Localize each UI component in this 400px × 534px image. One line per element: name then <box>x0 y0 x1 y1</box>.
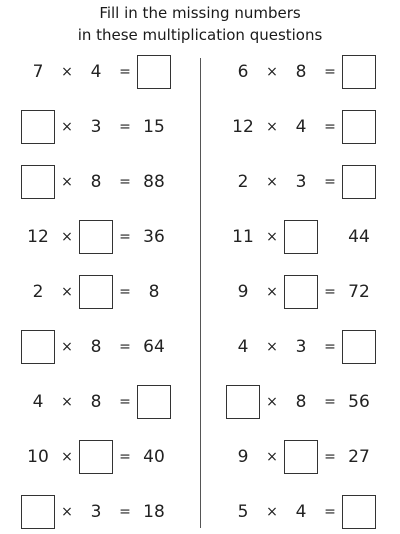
multiply-sign: × <box>266 64 278 80</box>
answer-box[interactable] <box>342 110 376 144</box>
question-row-left-3 <box>21 165 191 199</box>
answer-box[interactable] <box>284 220 318 254</box>
equals-sign: = <box>119 449 131 465</box>
factor-b: 3 <box>295 172 307 192</box>
factor-b: 4 <box>295 502 307 522</box>
multiply-sign: × <box>61 229 73 245</box>
multiply-sign: × <box>266 449 278 465</box>
equals-sign: = <box>324 119 336 135</box>
product: 88 <box>143 172 165 192</box>
multiply-sign: × <box>61 504 73 520</box>
product: 15 <box>143 117 165 137</box>
equals-sign: = <box>324 449 336 465</box>
equals-sign: = <box>119 119 131 135</box>
multiply-sign: × <box>61 284 73 300</box>
product: 72 <box>348 282 370 302</box>
factor-a: 4 <box>32 392 44 412</box>
factor-a: 2 <box>32 282 44 302</box>
factor-a: 6 <box>237 62 249 82</box>
product: 40 <box>143 447 165 467</box>
question-row-left-4 <box>21 220 191 254</box>
question-row-right-4 <box>226 220 396 254</box>
equals-sign: = <box>324 394 336 410</box>
question-row-left-9 <box>21 495 191 529</box>
question-row-right-3 <box>226 165 396 199</box>
factor-a: 10 <box>27 447 49 467</box>
answer-box[interactable] <box>284 440 318 474</box>
answer-box[interactable] <box>79 275 113 309</box>
answer-box[interactable] <box>79 220 113 254</box>
answer-box[interactable] <box>226 385 260 419</box>
question-row-left-1 <box>21 55 191 89</box>
worksheet-title-line-2: in these multiplication questions <box>77 26 323 44</box>
question-row-right-9 <box>226 495 396 529</box>
multiply-sign: × <box>266 504 278 520</box>
question-row-right-8 <box>226 440 396 474</box>
factor-a: 12 <box>232 117 254 137</box>
multiply-sign: × <box>266 174 278 190</box>
answer-box[interactable] <box>21 165 55 199</box>
multiply-sign: × <box>61 64 73 80</box>
equals-sign: = <box>119 504 131 520</box>
factor-b: 3 <box>90 502 102 522</box>
equals-sign: = <box>119 394 131 410</box>
multiply-sign: × <box>266 284 278 300</box>
column-divider <box>200 58 201 528</box>
multiply-sign: × <box>61 174 73 190</box>
factor-a: 11 <box>232 227 254 247</box>
product: 56 <box>348 392 370 412</box>
factor-a: 2 <box>237 172 249 192</box>
factor-b: 4 <box>90 62 102 82</box>
factor-b: 3 <box>90 117 102 137</box>
equals-sign: = <box>119 229 131 245</box>
equals-sign: = <box>119 284 131 300</box>
product: 44 <box>348 227 370 247</box>
question-row-left-7 <box>21 385 191 419</box>
answer-box[interactable] <box>21 110 55 144</box>
equals-sign: = <box>119 64 131 80</box>
question-row-right-7 <box>226 385 396 419</box>
answer-box[interactable] <box>21 495 55 529</box>
question-row-left-6 <box>21 330 191 364</box>
factor-b: 8 <box>90 392 102 412</box>
factor-b: 4 <box>295 117 307 137</box>
factor-b: 8 <box>295 62 307 82</box>
multiply-sign: × <box>61 449 73 465</box>
equals-sign: = <box>119 339 131 355</box>
product: 27 <box>348 447 370 467</box>
question-row-right-5 <box>226 275 396 309</box>
multiply-sign: × <box>61 119 73 135</box>
factor-a: 4 <box>237 337 249 357</box>
equals-sign: = <box>324 174 336 190</box>
product: 8 <box>148 282 160 302</box>
factor-a: 9 <box>237 447 249 467</box>
answer-box[interactable] <box>342 165 376 199</box>
equals-sign: = <box>119 174 131 190</box>
answer-box[interactable] <box>21 330 55 364</box>
product: 18 <box>143 502 165 522</box>
question-row-right-2 <box>226 110 396 144</box>
factor-b: 8 <box>90 172 102 192</box>
answer-box[interactable] <box>342 495 376 529</box>
multiply-sign: × <box>61 394 73 410</box>
product: 36 <box>143 227 165 247</box>
question-row-right-1 <box>226 55 396 89</box>
question-row-right-6 <box>226 330 396 364</box>
question-row-left-8 <box>21 440 191 474</box>
multiply-sign: × <box>266 119 278 135</box>
answer-box[interactable] <box>342 55 376 89</box>
answer-box[interactable] <box>342 330 376 364</box>
multiply-sign: × <box>61 339 73 355</box>
factor-b: 8 <box>90 337 102 357</box>
factor-a: 12 <box>27 227 49 247</box>
multiply-sign: × <box>266 394 278 410</box>
factor-a: 9 <box>237 282 249 302</box>
worksheet-title-line-1: Fill in the missing numbers <box>99 4 301 22</box>
factor-a: 7 <box>32 62 44 82</box>
question-row-left-2 <box>21 110 191 144</box>
answer-box[interactable] <box>79 440 113 474</box>
factor-a: 5 <box>237 502 249 522</box>
factor-b: 3 <box>295 337 307 357</box>
equals-sign: = <box>324 284 336 300</box>
answer-box[interactable] <box>284 275 318 309</box>
multiply-sign: × <box>266 339 278 355</box>
equals-sign: = <box>324 504 336 520</box>
factor-b: 8 <box>295 392 307 412</box>
multiply-sign: × <box>266 229 278 245</box>
equals-sign: = <box>324 64 336 80</box>
question-row-left-5 <box>21 275 191 309</box>
answer-box[interactable] <box>137 385 171 419</box>
equals-sign: = <box>324 339 336 355</box>
answer-box[interactable] <box>137 55 171 89</box>
product: 64 <box>143 337 165 357</box>
